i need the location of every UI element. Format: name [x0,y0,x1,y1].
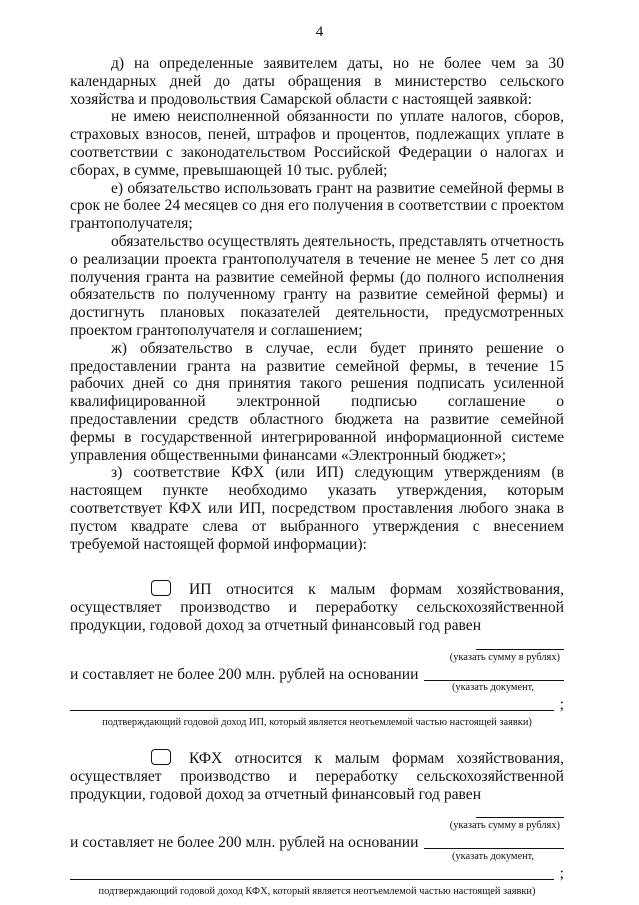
ip-basis-text: и составляет не более 200 млн. рублей на основании [70,665,419,683]
paragraph-zh: ж) обязательство в случае, если будет принято решение о предоставлении гранта на развитие семейной фермы, в течение 15 рабочих дней со дня принятия такого решения подписать усиленной квалифицированной электронной подписью соглашение о предоставлении средств областного бюджета на развитие семейной фермы в государственной интегрированной информационной системе управления общественными финансами «Электронный бюджет»; [70,339,564,464]
kfh-statement-text: КФХ относится к малым формам хозяйствования, осуществляет производство и переработку сельскохозяйственной продукции, годовой доход за отчетный финансовый год равен [70,750,564,803]
paragraph-e: е) обязательство использовать грант на развитие семейной фермы в срок не более 24 месяцев со дня его получения в соответствии с проектом грантополучателя; [70,179,564,233]
kfh-footnote: подтверждающий годовой доход КФХ, который является неотъемлемой частью настоящей заявки) [98,885,536,897]
kfh-checkbox[interactable] [151,749,171,765]
ip-statement-text: ИП относится к малым формам хозяйствования, осуществляет производство и переработку сельскохозяйственной продукции, годовой доход за отчетный финансовый год равен [70,581,564,634]
paragraph-z: з) соответствие КФХ (или ИП) следующим утверждениям (в настоящем пункте необходимо указать утверждения, которым соответствует КФХ или ИП, посредством проставления любого знака в пустом квадрате слева от выбранного утверждения с внесением требуемой настоящей формой информации): [70,464,564,553]
ip-checkbox[interactable] [151,580,171,596]
document-body [70,55,564,898]
ip-doc-hint: (указать документ, [451,682,534,694]
kfh-sum-hint: (указать сумму в рублях) [449,820,560,832]
ip-footnote: подтверждающий годовой доход ИП, который является неотъемлемой частью настоящей заявки) [102,717,532,729]
paragraph-d: д) на определенные заявителем даты, но не более чем за 30 календарных дней до даты обращения в министерство сельского хозяйства и продовольствия Самарской области с настоящей заявкой: [70,55,564,108]
paragraph-obligation-reporting: обязательство осуществлять деятельность, представлять отчетность о реализации проекта грантополучателя в течение не менее 5 лет со дня получения гранта на развитие семейной фермы (до полного исполнения обязательств по полученному гранту на развитие семейной фермы) и достигнуть плановых показателей деятельности, предусмотренных проектом грантополучателя и соглашением; [70,232,564,339]
page-number: 4 [315,24,324,40]
ip-document-field[interactable] [70,710,554,711]
kfh-doc-hint: (указать документ, [451,851,534,863]
kfh-document-field[interactable] [70,879,554,880]
kfh-basis-text: и составляет не более 200 млн. рублей на основании [70,834,419,852]
paragraph-no-debts: не имею неисполненной обязанности по уплате налогов, сборов, страховых взносов, пеней, штрафов и процентов, подлежащих уплате в соответствии с законодательством Российской Федерации о налогах и сборах, в сумме, превышающей 10 тыс. рублей; [70,108,564,179]
ip-sum-hint: (указать сумму в рублях) [449,651,560,663]
statement-kfh: КФХ относится к малым формам хозяйствования, осуществляет производство и переработку сельскохозяйственной продукции, годовой доход за отчетный финансовый год равен (указать сумму в рублях) и составляет не более 200 млн. рублей на основании (указать документ, ; подтверждающий годовой доход КФХ, который является неотъемлемой частью настоящей заявки) [70,750,564,897]
statement-ip: ИП относится к малым формам хозяйствования, осуществляет производство и переработку сельскохозяйственной продукции, годовой доход за отчетный финансовый год равен (указать сумму в рублях) и составляет не более 200 млн. рублей на основании (указать документ, ; подтверждающий годовой доход ИП, который является неотъемлемой частью настоящей заявки) [70,581,564,729]
